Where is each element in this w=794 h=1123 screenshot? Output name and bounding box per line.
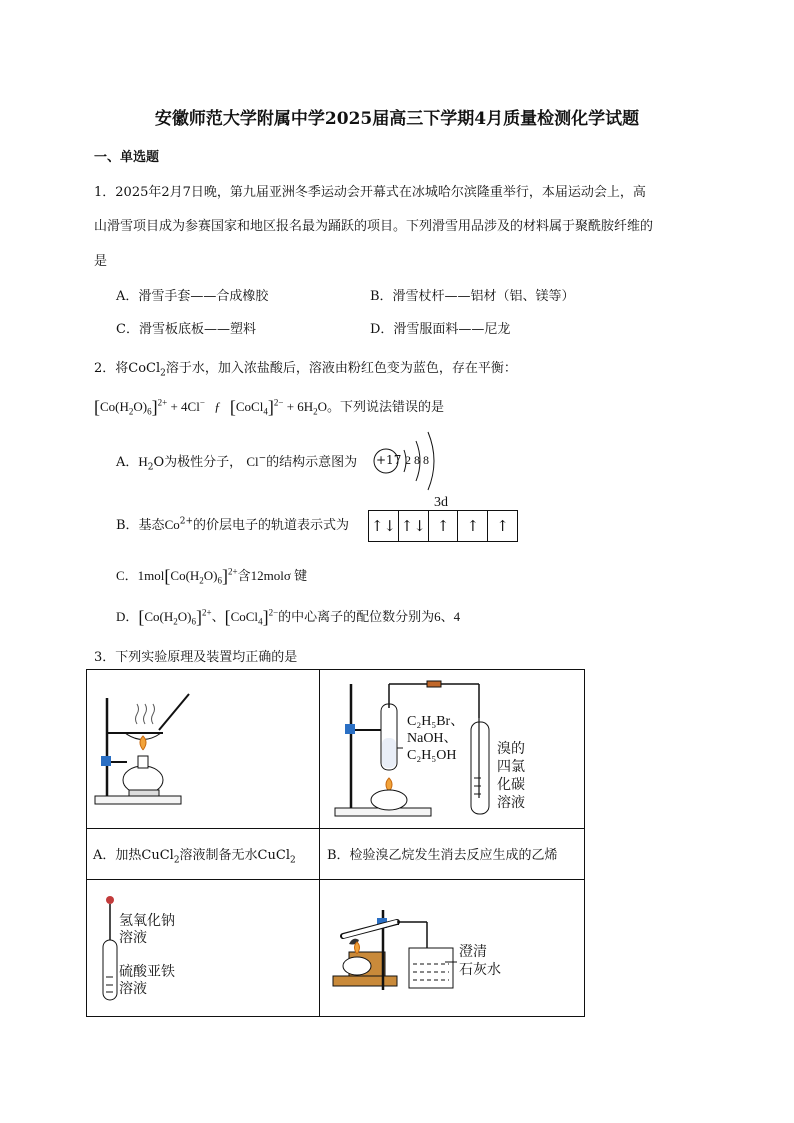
orbital-label-3d: 3d [434,495,448,510]
orbital-box: ↑↓ [399,511,429,541]
apparatus-b-elimination[interactable] [327,678,577,820]
q1-stem-line1: 1．2025年2月7日晚，第九届亚洲冬季运动会开幕式在冰城哈尔滨隆重举行，本届运动会上，高 [94,185,646,200]
tube-label-2: 四氯 [497,759,525,775]
orbital-box: ↑ [496,517,509,535]
dropper-label-1: 氢氧化钠 [119,913,175,929]
apparatus-a-evaporation[interactable] [93,686,203,806]
q1-stem-line3: 是 [94,254,108,269]
dropper-label-2: 溶液 [119,930,147,946]
reagent-label-1: C₂H₅Br、 [407,714,465,729]
page-title: 安徽师范大学附属中学2025届高三下学期4月质量检测化学试题 [154,109,640,129]
reagent-label-2: NaOH、 [407,731,458,746]
orbital-diagram [368,510,518,542]
q2-option-d[interactable]: D．$[Co(H_2O)_6]^{2+}$、[CoCl$_4$]$^{2-}$的中心离子的配位数分别为6、4 [116,607,461,627]
beaker-label-2: 石灰水 [459,962,501,978]
table-divider [87,828,584,829]
caption-b: B．检验溴乙烷发生消去反应生成的乙烯 [327,848,558,863]
q1-option-a[interactable]: A．滑雪手套——合成橡胶 [116,289,269,304]
q3-stem: 3．下列实验原理及装置均正确的是 [94,650,298,665]
electron-shells: 2 8 8 [405,453,429,467]
caption-a: A．加热CuCl$_2$溶液制备无水CuCl$_2$ [93,848,296,866]
orbital-box: ↑↓ [369,511,399,541]
orbital-box: ↑ [458,511,488,541]
q2-option-a[interactable]: A．$H_2O$为极性分子， Cl−的结构示意图为 [116,453,358,473]
chloride-ion-structure-diagram [372,428,442,494]
apparatus-d-heating[interactable] [327,900,547,1000]
q1-option-d[interactable]: D．滑雪服面料——尼龙 [370,322,511,337]
tube-label-1: 溴的 [497,741,525,757]
equilibrium-arrow-glyph: ƒ [214,399,221,414]
beaker-label-1: 澄清 [459,944,487,960]
q2-equilibrium: $[Co(H_2O)_6]^{2+} + 4Cl^-$ ƒ [CoCl$_4$]$^{2-}$ + $6H_2O$。下列说法错误的是 [94,397,445,417]
tube-content-label-2: 溶液 [119,981,147,997]
q2-option-c[interactable]: C．$1mol[Co(H_2O)_6]^{2+}$含12molσ 键 [116,566,308,586]
apparatus-c-precipitation[interactable] [93,892,203,1007]
tube-label-3: 化碳 [497,777,525,793]
table-divider [87,879,584,880]
tube-label-4: 溶液 [497,795,525,811]
nucleus-charge: +17 [376,453,402,467]
q1-option-b[interactable]: B．滑雪杖杆——铝材（铝、镁等） [370,289,575,304]
orbital-box: ↑ [429,511,459,541]
q2-option-b[interactable]: B．基态$Co^{2+}$的价层电子的轨道表示式为 [116,516,350,533]
tube-content-label-1: 硫酸亚铁 [119,964,175,980]
reagent-label-3: C₂H₅OH [407,748,457,763]
apparatus-table [86,669,585,1017]
table-divider [319,670,320,1016]
q1-stem-line2: 山滑雪项目成为参赛国家和地区报名最为踊跃的项目。下列滑雪用品涉及的材料属于聚酰胺纤维的 [94,219,654,234]
q1-option-c[interactable]: C．滑雪板底板——塑料 [116,322,256,337]
section-heading: 一、单选题 [94,150,160,165]
q2-stem: 2．将CoCl$_2$溶于水，加入浓盐酸后，溶液由粉红色变为蓝色，存在平衡： [94,361,517,379]
